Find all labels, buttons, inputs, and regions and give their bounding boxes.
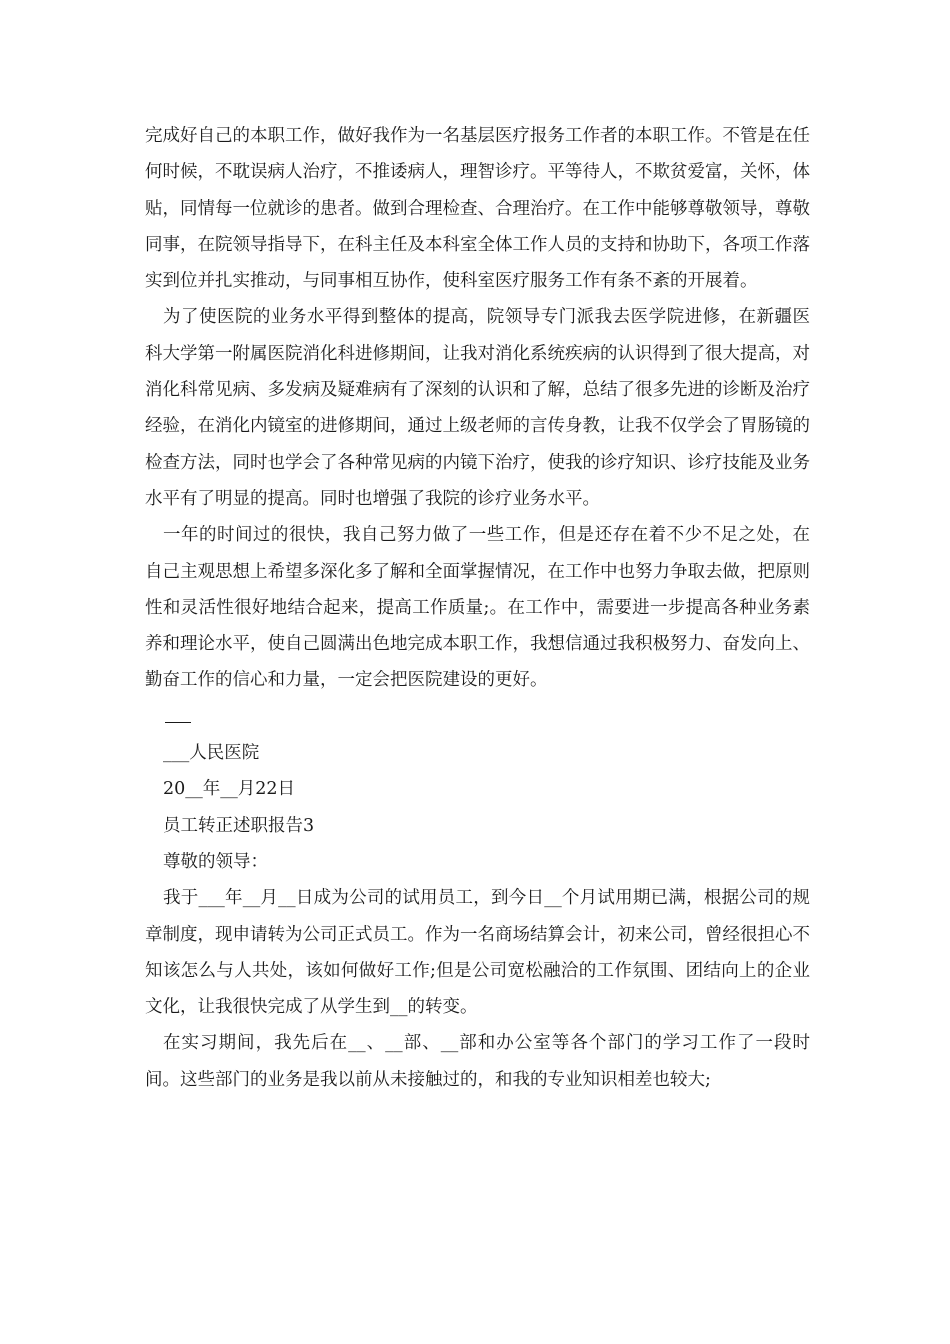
paragraph-internship: 在实习期间，我先后在__、__部、__部和办公室等各个部门的学习工作了一段时间。这些部门的业务是我以前从未接触过的，和我的专业知识相差也较大; <box>145 1033 810 1090</box>
document-date: 20__年__月22日 <box>163 779 296 800</box>
paragraph-probation: 我于___年__月__日成为公司的试用员工，到今日__个月试用期已满，根据公司的规章制度，现申请转为公司正式员工。作为一名商场结算会计，初来公司，曾经很担心不知该怎么与人共处，该如何做好工作;但是公司宽松融洽的工作氛围、团结向上的企业文化，让我很快完成了从学生到__的转变。 <box>145 888 810 1018</box>
blank-underline <box>145 699 810 735</box>
report-title: 员工转正述职报告3 <box>163 815 315 836</box>
paragraph-training: 为了使医院的业务水平得到整体的提高，院领导专门派我去医学院进修，在新疆医科大学第一附属医院消化科进修期间，让我对消化系统疾病的认识得到了很大提高，对消化科常见病、多发病及疑难病有了深刻的认识和了解，总结了很多先进的诊断及治疗经验，在消化内镜室的进修期间，通过上级老师的言传身教，让我不仅学会了胃肠镜的检查方法，同时也学会了各种常见病的内镜下治疗，使我的诊疗知识、诊疗技能及业务水平有了明显的提高。同时也增强了我院的诊疗业务水平。 <box>145 307 810 509</box>
paragraph-duties: 完成好自己的本职工作，做好我作为一名基层医疗报务工作者的本职工作。不管是在任何时候，不耽误病人治疗，不推诿病人，理智诊疗。平等待人，不欺贫爱富，关怀，体贴，同情每一位就诊的患者。做到合理检查、合理治疗。在工作中能够尊敬领导，尊敬同事，在院领导指导下，在科主任及本科室全体工作人员的支持和协助下，各项工作落实到位并扎实推动，与同事相互协作，使科室医疗服务工作有条不紊的开展着。 <box>145 126 810 292</box>
paragraph-summary: 一年的时间过的很快，我自己努力做了一些工作，但是还存在着不少不足之处，在自己主观思想上希望多深化多了解和全面掌握情况，在工作中也努力争取去做，把原则性和灵活性很好地结合起来，提高工作质量;。在工作中，需要进一步提高各种业务素养和理论水平，使自己圆满出色地完成本职工作，我想信通过我积极努力、奋发向上、勤奋工作的信心和力量，一定会把医院建设的更好。 <box>145 525 810 691</box>
salutation: 尊敬的领导： <box>163 851 268 872</box>
underline-mark <box>165 722 191 723</box>
hospital-name: ___人民医院 <box>163 743 260 764</box>
document-body <box>145 118 810 1098</box>
